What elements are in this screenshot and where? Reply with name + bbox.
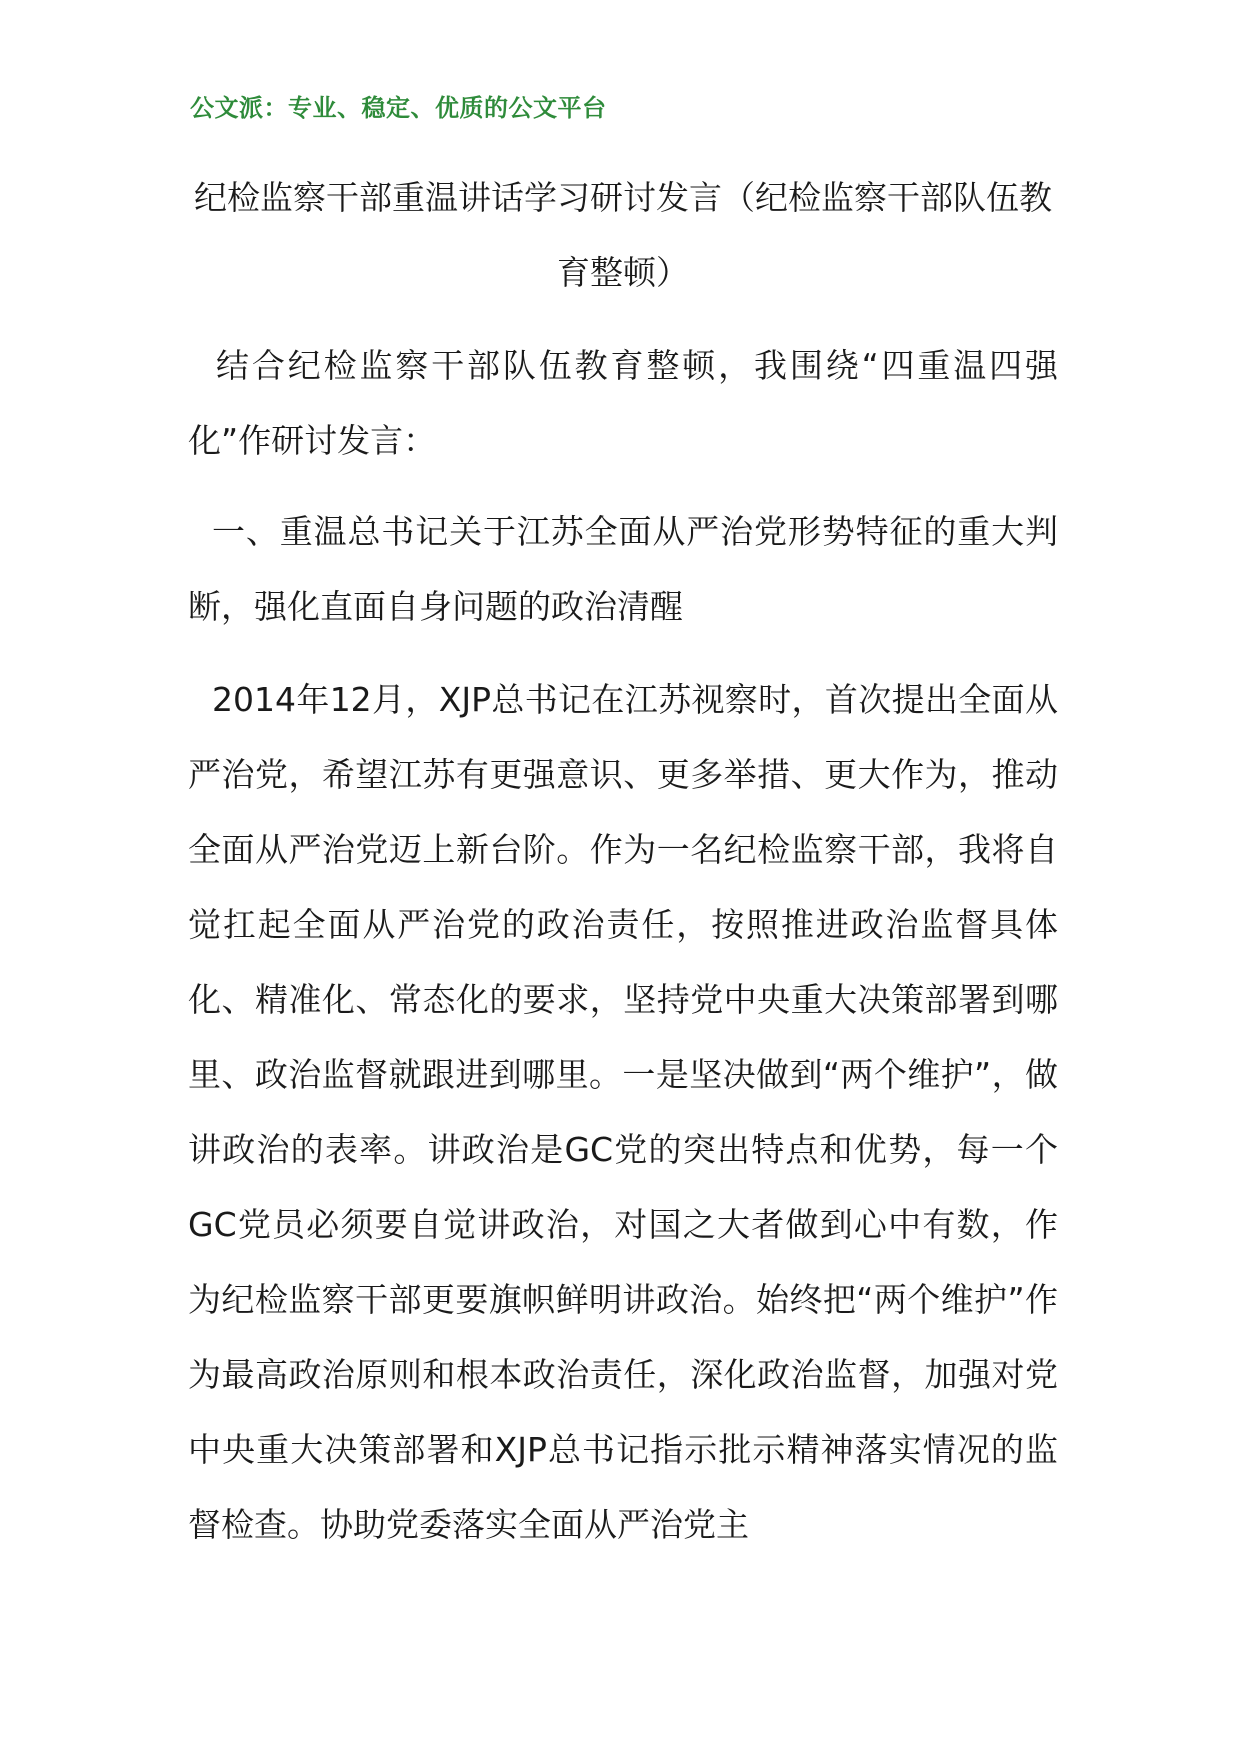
document-title: 纪检监察干部重温讲话学习研讨发言（纪检监察干部队伍教育整顿）: [194, 178, 1052, 292]
section-heading: 一、重温总书记关于江苏全面从严治党形势特征的重大判断，强化直面自身问题的政治清醒: [188, 512, 1058, 626]
body-paragraph: 2014年12月，XJP总书记在江苏视察时，首次提出全面从严治党，希望江苏有更强意识、更多举措、更大作为，推动全面从严治党迈上新台阶。作为一名纪检监察干部，我将自觉扛起全面从严治党的政治责任，按照推进政治监督具体化、精准化、常态化的要求，坚持党中央重大决策部署到哪里、政治监督就跟进到哪里。一是坚决做到“两个维护”，做讲政治的表率。讲政治是GC党的突出特点和优势，每一个GC党员必须要自觉讲政治，对国之大者做到心中有数，作为纪检监察干部更要旗帜鲜明讲政治。始终把“两个维护”作为最高政治原则和根本政治责任，深化政治监督，加强对党中央重大决策部署和XJP总书记指示批示精神落实情况的监督检查。协助党委落实全面从严治党主: [188, 680, 1058, 1544]
intro-paragraph: 结合纪检监察干部队伍教育整顿，我围绕“四重温四强化”作研讨发言：: [188, 346, 1058, 460]
platform-header: 公文派：专业、稳定、优质的公文平台: [190, 93, 607, 122]
